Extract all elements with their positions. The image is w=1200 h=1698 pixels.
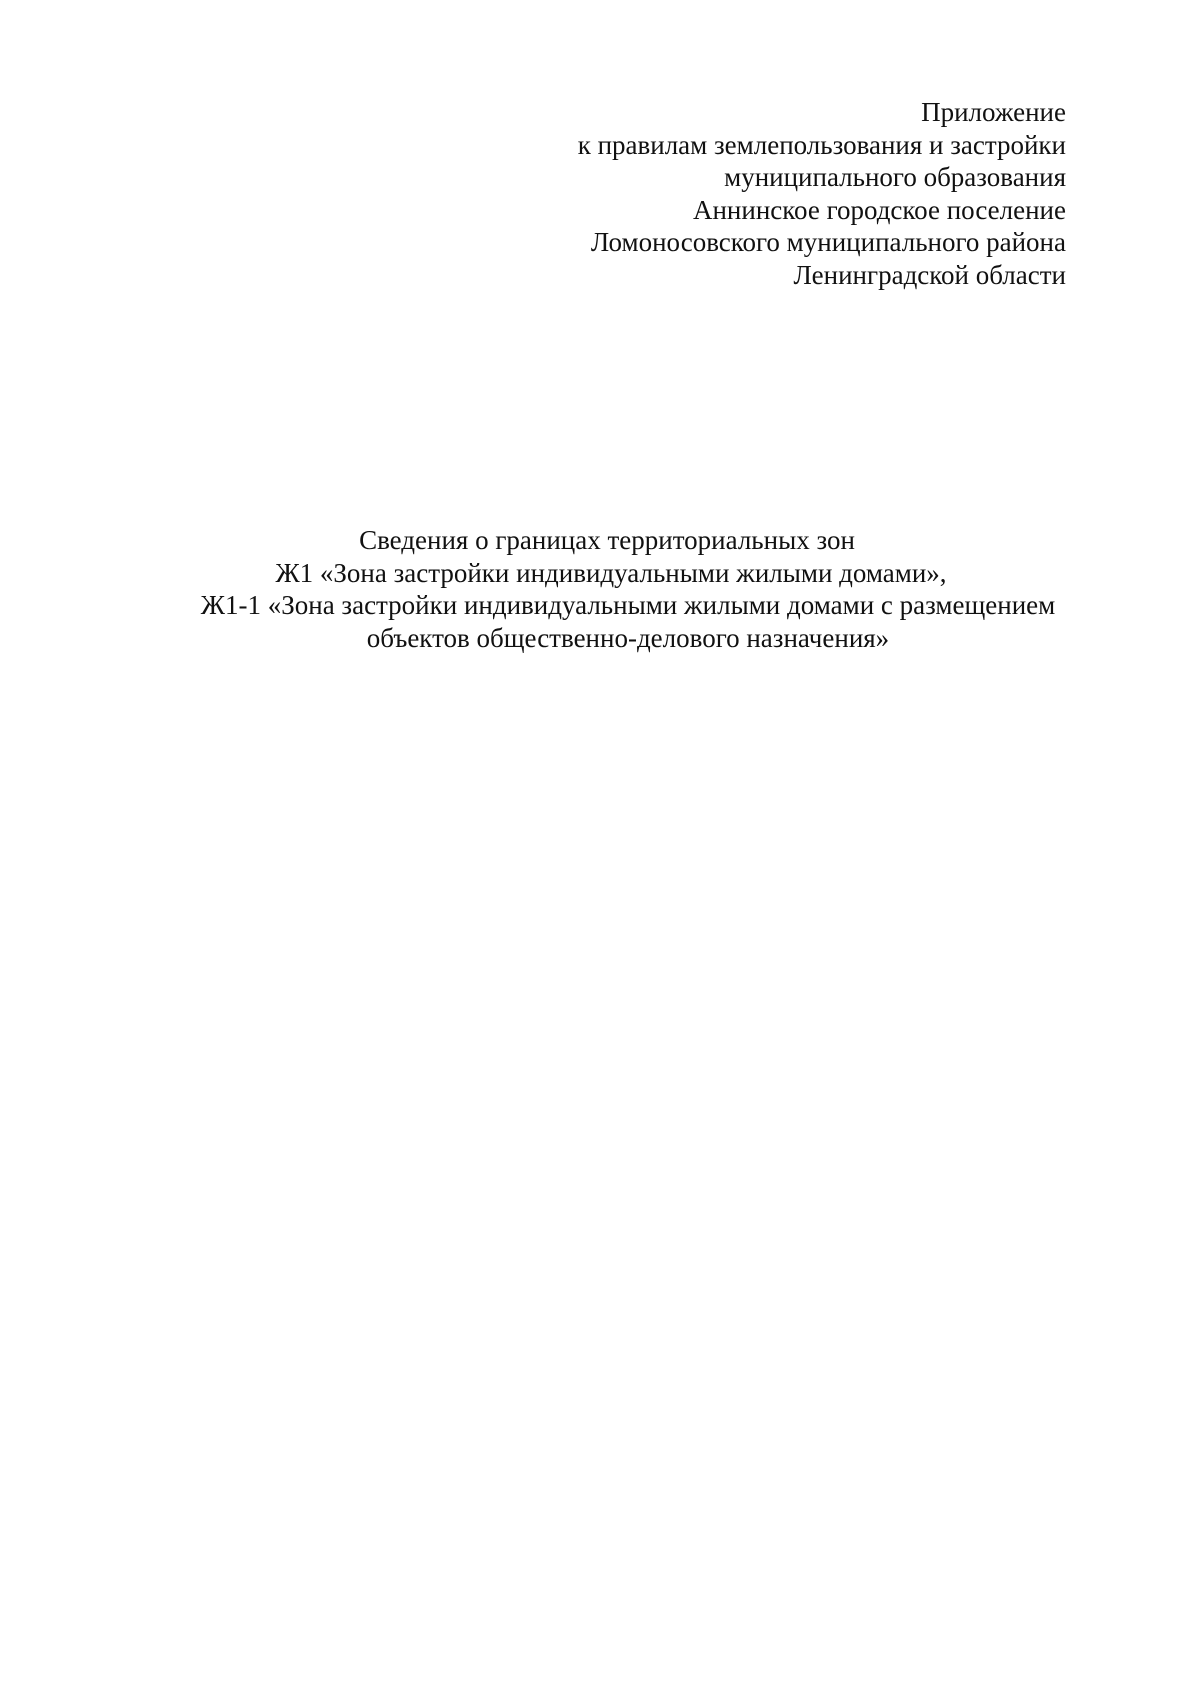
document-title xyxy=(0,524,1200,654)
appendix-header xyxy=(366,96,1066,291)
appendix-line: к правилам землепользования и застройки xyxy=(577,129,1066,160)
appendix-line: Ломоносовского муниципального района xyxy=(590,227,1066,257)
appendix-line: Приложение xyxy=(921,97,1066,127)
title-line: Сведения о границах территориальных зон xyxy=(359,525,855,555)
title-line: Ж1 «Зона застройки индивидуальными жилыми домами», xyxy=(275,557,947,588)
appendix-line: муниципального образования xyxy=(724,162,1066,192)
title-line: объектов общественно-делового назначения» xyxy=(366,622,890,653)
appendix-line: Аннинское городское поселение xyxy=(692,194,1066,225)
appendix-line: Ленинградской области xyxy=(793,259,1066,290)
title-line: Ж1-1 «Зона застройки индивидуальными жилыми домами с размещением xyxy=(200,590,1056,620)
